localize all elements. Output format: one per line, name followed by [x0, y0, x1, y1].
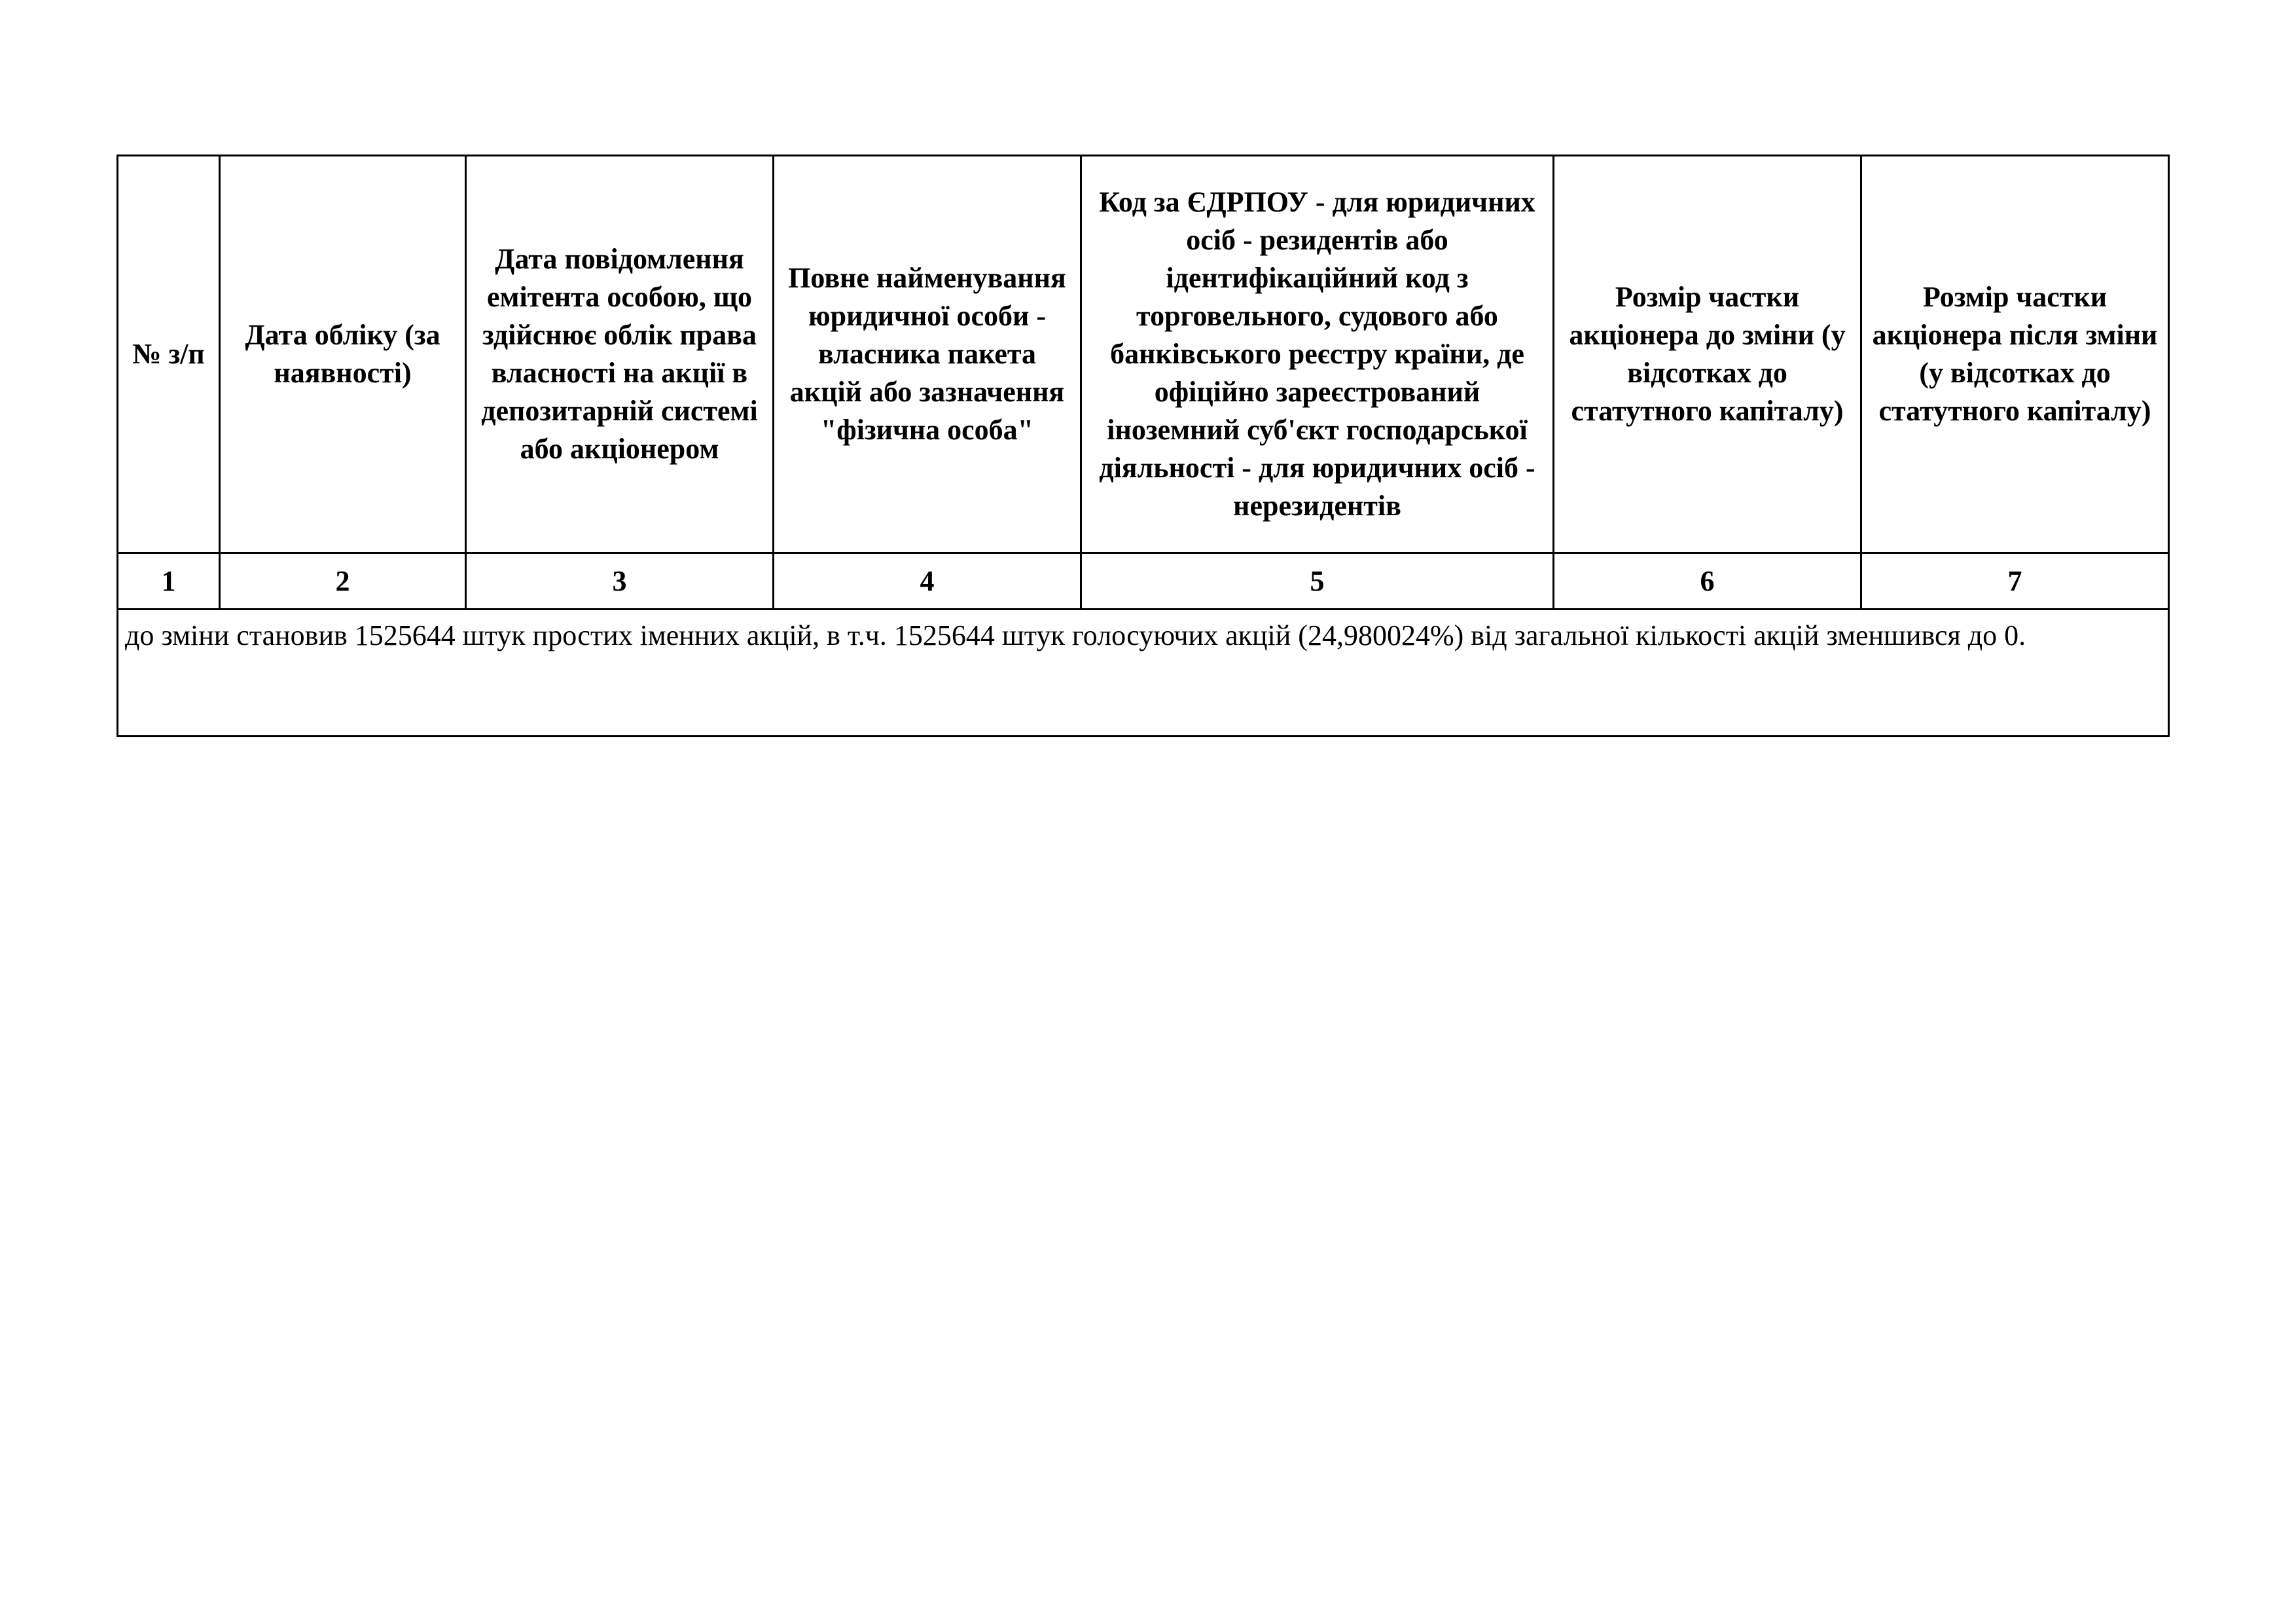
- column-number-cell: 6: [1554, 553, 1861, 610]
- header-cell-edrpou-code: Код за ЄДРПОУ - для юридичних осіб - резидентів або ідентифікаційний код з торговельного, судового або банківського реєстру країни, де офіційно зареєстрований іноземний суб'єкт господарської діяльності - для юридичних осіб - нерезидентів: [1081, 156, 1554, 553]
- header-cell-share-before: Розмір частки акціонера до зміни (у відсотках до статутного капіталу): [1554, 156, 1861, 553]
- note-text: до зміни становив 1525644 штук простих іменних акцій, в т.ч. 1525644 штук голосуючих акцій (24,980024%) від загальної кількості акцій зменшився до 0.: [118, 610, 2169, 737]
- column-number-cell: 7: [1861, 553, 2169, 610]
- column-number-cell: 1: [118, 553, 220, 610]
- column-number-cell: 4: [774, 553, 1081, 610]
- table-header-row: [118, 156, 2169, 553]
- column-number-cell: 5: [1081, 553, 1554, 610]
- note-row: [118, 610, 2169, 737]
- header-cell-number: № з/п: [118, 156, 220, 553]
- header-cell-owner-name: Повне найменування юридичної особи - власника пакета акцій або зазначення "фізична особа": [774, 156, 1081, 553]
- header-cell-share-after: Розмір частки акціонера після зміни (у відсотках до статутного капіталу): [1861, 156, 2169, 553]
- column-number-row: [118, 553, 2169, 610]
- header-cell-notification-date: Дата повідомлення емітента особою, що здійснює облік права власності на акції в депозитарній системі або акціонером: [466, 156, 774, 553]
- column-number-cell: 3: [466, 553, 774, 610]
- shareholder-change-table: [117, 155, 2170, 737]
- header-cell-accounting-date: Дата обліку (за наявності): [220, 156, 466, 553]
- column-number-cell: 2: [220, 553, 466, 610]
